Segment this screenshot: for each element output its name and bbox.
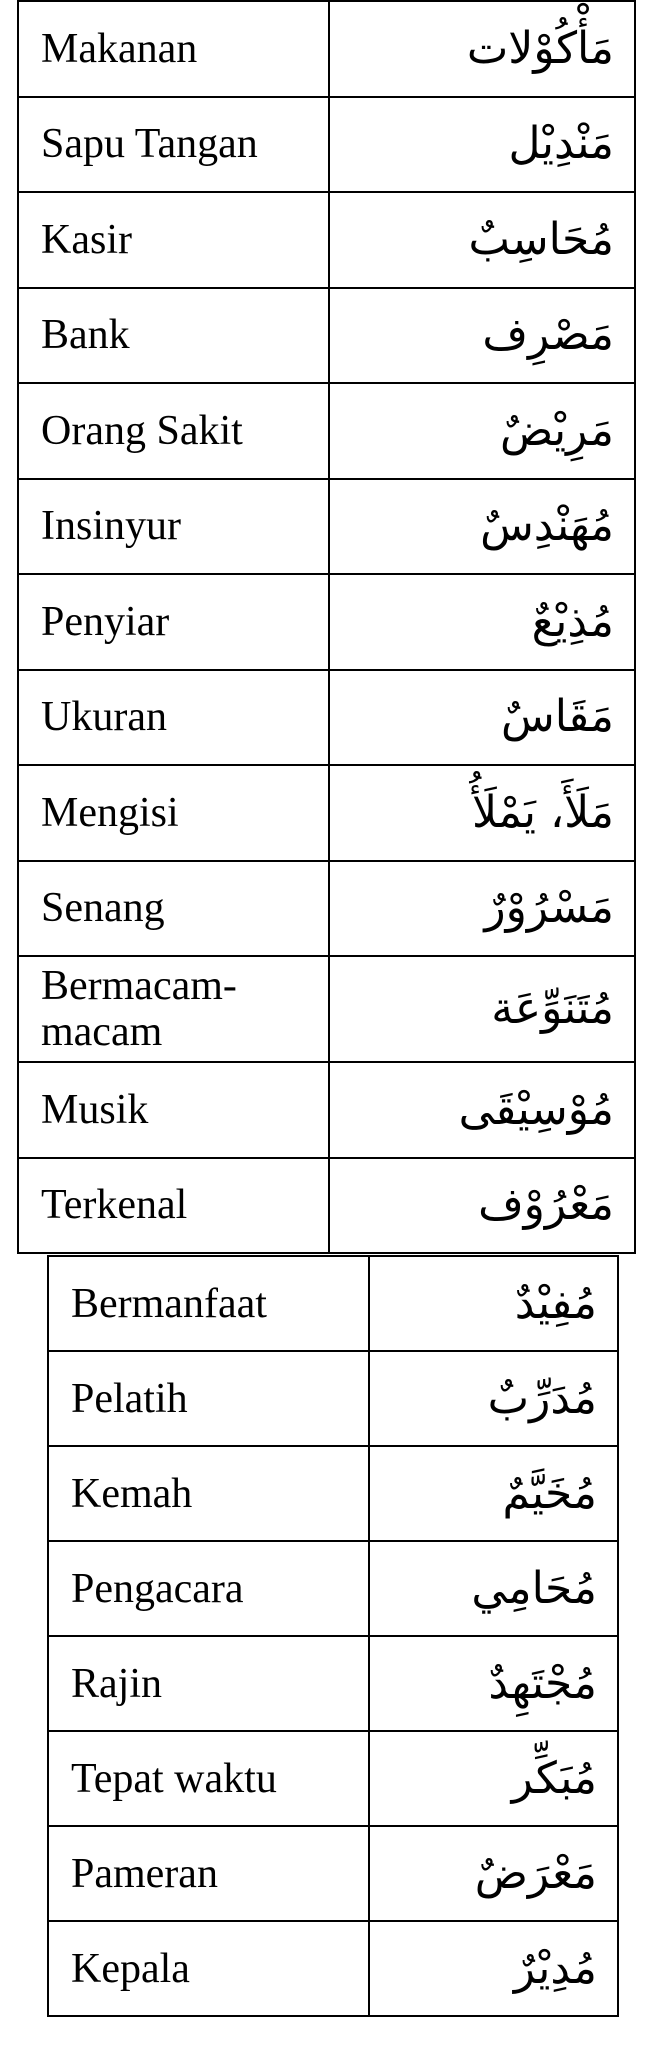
arabic-word: مَنْدِيْل (329, 97, 635, 193)
indonesian-word: Senang (18, 861, 329, 957)
arabic-word: مَصْرِف (329, 288, 635, 384)
table-row (18, 383, 635, 479)
indonesian-word: Pelatih (48, 1351, 369, 1446)
table-row (18, 670, 635, 766)
table-row (18, 574, 635, 670)
indonesian-word: Ukuran (18, 670, 329, 766)
table-row (48, 1826, 618, 1921)
indonesian-word: Sapu Tangan (18, 97, 329, 193)
vocabulary-table-2 (47, 1255, 619, 2017)
arabic-word: مَعْرُوْف (329, 1158, 635, 1254)
table-row (48, 1541, 618, 1636)
table-row (18, 956, 635, 1062)
arabic-word: مُتَنَوِّعَة (329, 956, 635, 1062)
arabic-word: مُذِيْعٌ (329, 574, 635, 670)
table-row (18, 97, 635, 193)
arabic-word: مُوْسِيْقَى (329, 1062, 635, 1158)
arabic-word: مَسْرُوْرٌ (329, 861, 635, 957)
indonesian-word: Pameran (48, 1826, 369, 1921)
indonesian-word: Tepat waktu (48, 1731, 369, 1826)
table-row (18, 861, 635, 957)
indonesian-word: Orang Sakit (18, 383, 329, 479)
arabic-word: مُدَرِّبٌ (369, 1351, 618, 1446)
indonesian-word: Penyiar (18, 574, 329, 670)
arabic-word: مُبَكِّر (369, 1731, 618, 1826)
indonesian-word: Kepala (48, 1921, 369, 2016)
table-row (18, 288, 635, 384)
table-row (48, 1921, 618, 2016)
arabic-word: مَعْرَضٌ (369, 1826, 618, 1921)
indonesian-word: Kemah (48, 1446, 369, 1541)
table-row (48, 1256, 618, 1351)
table-row (48, 1731, 618, 1826)
table-row (18, 192, 635, 288)
arabic-word: مُجْتَهِدٌ (369, 1636, 618, 1731)
table-row (18, 1, 635, 97)
indonesian-word: Rajin (48, 1636, 369, 1731)
arabic-word: مُحَامِي (369, 1541, 618, 1636)
table-row (48, 1351, 618, 1446)
vocabulary-table-1 (17, 0, 636, 1254)
arabic-word: مَرِيْضٌ (329, 383, 635, 479)
indonesian-word: Musik (18, 1062, 329, 1158)
table-row (48, 1446, 618, 1541)
arabic-word: مُفِيْدٌ (369, 1256, 618, 1351)
indonesian-word: Pengacara (48, 1541, 369, 1636)
indonesian-word: Bank (18, 288, 329, 384)
table-row (48, 1636, 618, 1731)
arabic-word: مَقَاسٌ (329, 670, 635, 766)
arabic-word: مَأْكُوْلات (329, 1, 635, 97)
table-row (18, 479, 635, 575)
table-row (18, 765, 635, 861)
table-row (18, 1158, 635, 1254)
table-row (18, 1062, 635, 1158)
arabic-word: مَلَأَ، يَمْلَأُ (329, 765, 635, 861)
indonesian-word: Kasir (18, 192, 329, 288)
indonesian-word: Bermacam-macam (18, 956, 329, 1062)
indonesian-word: Insinyur (18, 479, 329, 575)
indonesian-word: Mengisi (18, 765, 329, 861)
indonesian-word: Makanan (18, 1, 329, 97)
arabic-word: مُهَنْدِسٌ (329, 479, 635, 575)
indonesian-word: Bermanfaat (48, 1256, 369, 1351)
arabic-word: مُخَيَّمٌ (369, 1446, 618, 1541)
arabic-word: مُحَاسِبٌ (329, 192, 635, 288)
arabic-word: مُدِيْرٌ (369, 1921, 618, 2016)
indonesian-word: Terkenal (18, 1158, 329, 1254)
